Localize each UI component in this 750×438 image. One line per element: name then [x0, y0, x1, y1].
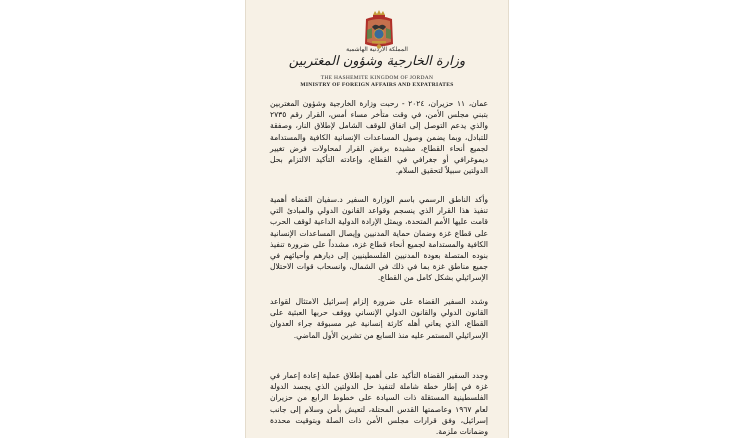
ministry-name-ar: وزارة الخارجية وشؤون المغتربين: [288, 54, 466, 69]
kingdom-name-ar: المملكة الأردنية الهاشمية: [346, 46, 408, 53]
kingdom-name-en: THE HASHEMITE KINGDOM OF JORDAN: [320, 75, 434, 81]
paragraph-3: وشدد السفير القضاة على ضرورة إلزام إسرائيل الامتثال لقواعد القانون الدولي والقانون الدولي الإنساني ووقف حربها العبثية على القطاع، الذي يعاني أهله كارثة إنسانية غير مسبوقة جراء العدوان الإسرائيلي المستمر عليه منذ السابع من تشرين الأول الماضي.: [270, 297, 488, 340]
paragraph-2: وأكد الناطق الرسمي باسم الوزارة السفير د.سفيان القضاة أهمية تنفيذ هذا القرار الذي ينسجم وقواعد القانون الدولي والمبادئ التي قامت عليها الأمم المتحدة، ويمثل الإرادة الدولية الداعية لوقف الحرب على قطاع غزة وضمان حماية المدنيين وإيصال المساعدات الإنسانية الكافية والمستدامة لجميع أنحاء قطاع غزة، مشدداً على ضرورة تنفيذ بنوده المتصلة بعودة المدنيين الفلسطينيين إلى ديارهم وأحيائهم في جميع مناطق غزة بما في ذلك في الشمال، وانسحاب قوات الاحتلال الإسرائيلي بشكل كامل من القطاع.: [270, 195, 488, 283]
paragraph-4: وجدد السفير القضاة التأكيد على أهمية إطلاق عملية إعادة إعمار في غزة في إطار خطة شاملة لتنفيذ حل الدولتين الذي يجسد الدولة الفلسطينية المستقلة ذات السيادة على خطوط الرابع من حزيران لعام ١٩٦٧ وعاصمتها القدس المحتلة، لتعيش بأمن وسلام إلى جانب إسرائيل، وفق قرارات مجلس الأمن ذات الصلة وبتوقيت محددة وضمانات ملزمة.: [270, 371, 488, 437]
paragraph-1: عمان، ١١ حزيران، ٢٠٢٤ - رحبت وزارة الخارجية وشؤون المغتربين بتبني مجلس الأمن، في وقت متأخر مساء أمس، القرار رقم ٢٧٣٥ والذي يدعم التوصل إلى اتفاق للوقف الشامل لإطلاق النار، وصفقة للتبادل، وبما يضمن وصول المساعدات الإنسانية الكافية والمستدامة لجميع أنحاء القطاع، مشيدة برفض القرار لمحاولات فرض تغيير ديموغرافي أو جغرافي في القطاع، وإعادته التأكيد الالتزام بحل الدولتين سبيلاً لتحقيق السلام.: [270, 99, 488, 176]
ministry-name-en: MINISTRY OF FOREIGN AFFAIRS AND EXPATRIATES: [300, 82, 454, 88]
document-page: [245, 0, 509, 438]
jordan-coat-of-arms-icon: [361, 8, 397, 50]
